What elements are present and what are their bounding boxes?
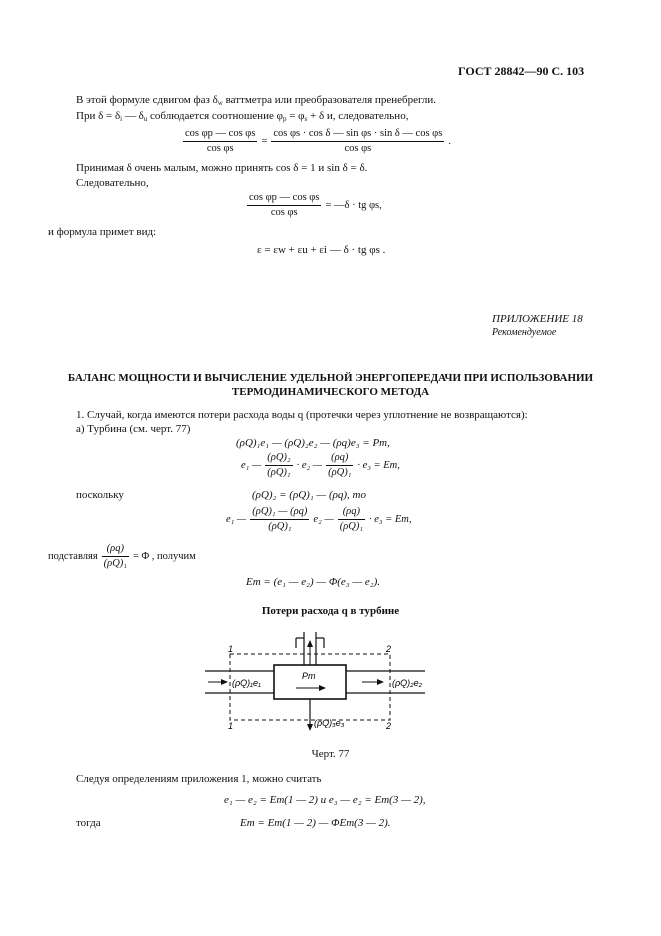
figure-title: Потери расхода q в турбине	[261, 605, 400, 617]
figure-caption: Черт. 77	[311, 748, 350, 760]
label-then: тогда	[76, 817, 101, 829]
item-1: 1. Случай, когда имеются потери расхода воды q (протечки через уплотнение не возвращаются):	[76, 409, 528, 421]
paragraph-relation: При $\delta = \delta_i$ — $\delta_u$ соблюдается соотношение $\varphi_p = \varphi_s + \delta$ и, следовательно,	[76, 110, 409, 123]
power-label: Pm	[302, 671, 316, 681]
fraction: $\frac{\text{cos φp — cos φs}}{\text{cos φs}}$	[185, 128, 256, 154]
page-header: ГОСТ 28842—90 С. 103	[458, 64, 585, 78]
equation-power-balance: (ρQ)₁e₁ — (ρQ)₂e₂ — (ρq)e₃ = Pm,	[236, 437, 390, 449]
equation-em-1: e₁ — $\frac{\text{(ρQ)₂}}{\text{(ρQ)₁}}$ · e₂ — $\frac{(\rho q)}{\text{(ρQ)₁}}$ · e₃ = Em,	[241, 452, 400, 478]
item-1a: а) Турбина (см. черт. 77)	[76, 423, 191, 435]
section-title-line2: ТЕРМОДИНАМИЧЕСКОГО МЕТОДА	[231, 386, 430, 398]
fraction: $\frac{\text{cos φp — cos φs}}{\text{cos φs}}$	[249, 192, 320, 218]
equation-flow: (ρQ)₂ = (ρQ)₁ — (ρq), то	[252, 489, 367, 501]
substitution-line: подставляя $\frac{(\rho q)}{\text{(ρQ)₁}}$ = Φ , получим	[48, 543, 196, 569]
equation-em-result: Em = Em(1 — 2) — ΦEm(3 — 2).	[240, 817, 391, 829]
paragraph-small-delta: Принимая δ очень малым, можно принять cos δ = 1 и sin δ = δ.	[76, 162, 368, 174]
leak-label: (ρQ)₃e₃	[314, 718, 345, 728]
section-2-top: 2	[386, 644, 392, 654]
label-because: поскольку	[76, 489, 124, 501]
paragraph-following: Следуя определениям приложения 1, можно считать	[76, 773, 322, 785]
equation-delta-tg: $\frac{\text{cos φp — cos φs}}{\text{cos φs}}$ = —δ · tg φs,	[249, 192, 382, 218]
outlet-label: (ρQ)₂e₂	[392, 678, 423, 688]
paragraph-therefore: Следовательно,	[76, 177, 149, 189]
equation-epsilon: ε = εw + εu + εi — δ · tg φs .	[257, 244, 386, 256]
section-1-top: 1	[228, 644, 234, 654]
paragraph-formula-form: и формула примет вид:	[48, 226, 157, 238]
inlet-label: (ρQ)₁e₁	[232, 678, 261, 688]
section-2-bottom: 2	[386, 721, 392, 731]
equation-cos-relation: $\frac{\text{cos φp — cos φs}}{\text{cos φs}}$ = $\frac{\text{cos φs · cos δ — sin φs · sin δ — cos φs}}{\text{cos φs}}$ .	[185, 128, 451, 154]
equation-definitions: e₁ — e₂ = Em(1 — 2) и e₃ — e₂ = Em(3 — 2),	[224, 794, 426, 806]
equation-em-final: Em = (e₁ — e₂) — Φ(e₃ — e₂).	[246, 576, 381, 588]
paragraph-phase-shift: В этой формуле сдвигом фаз $\delta_w$ ваттметра или преобразователя пренебрегли.	[76, 94, 437, 107]
appendix-title: ПРИЛОЖЕНИЕ 18	[492, 313, 583, 325]
section-1-bottom: 1	[228, 721, 234, 731]
fraction: $\frac{\text{cos φs · cos δ — sin φs · sin δ — cos φs}}{\text{cos φs}}$	[273, 128, 443, 154]
section-title-line1: БАЛАНС МОЩНОСТИ И ВЫЧИСЛЕНИЕ УДЕЛЬНОЙ ЭНЕРГОПЕРЕДАЧИ ПРИ ИСПОЛЬЗОВАНИИ	[67, 372, 594, 384]
turbine-flow-diagram	[200, 628, 430, 738]
equation-em-2: e₁ — $\frac{\text{(ρQ)₁ — (ρq)}}{\text{(ρQ)₁}}$ e₂ — $\frac{(\rho q)}{\text{(ρQ)₁}}$ · e₃ = Em,	[226, 506, 412, 532]
appendix-subtitle: Рекомендуемое	[492, 327, 557, 338]
